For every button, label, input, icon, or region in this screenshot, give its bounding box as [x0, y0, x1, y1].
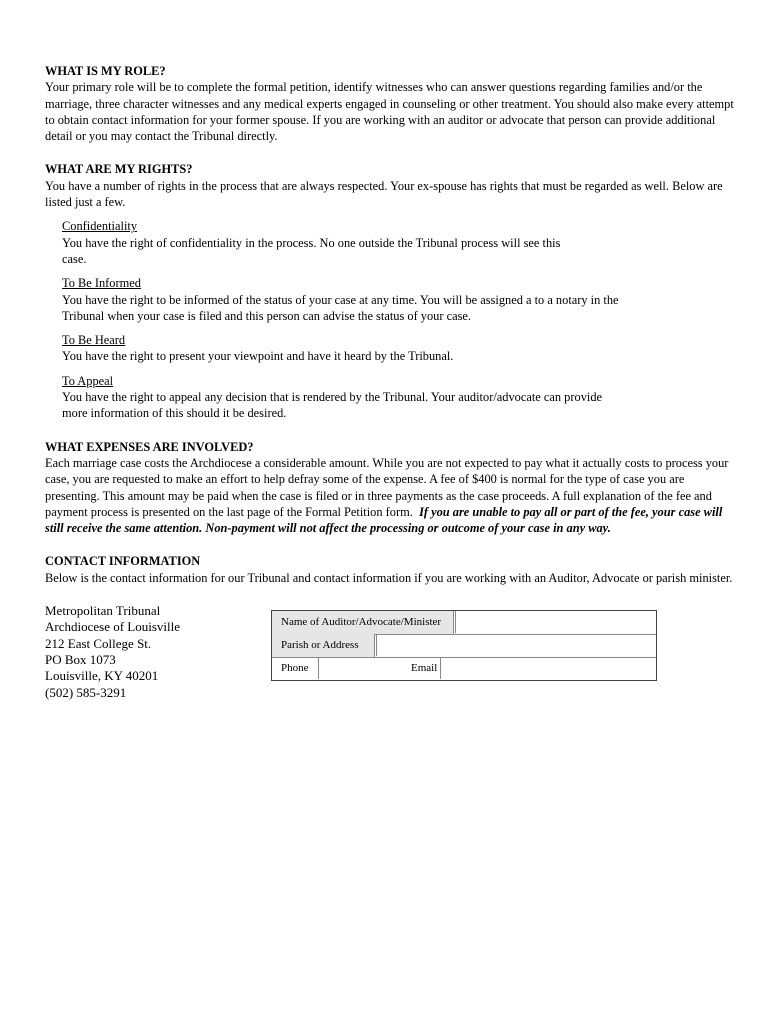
- right-to-be-informed: [45, 275, 735, 324]
- right-text: You have the right to present your viewpoint and have it heard by the Tribunal.: [62, 349, 454, 364]
- right-text: You have the right of confidentiality in the process. No one outside the Tribunal process will see this case.: [62, 235, 561, 266]
- right-to-be-heard: [45, 332, 735, 365]
- address-line: 212 East College St.: [45, 635, 152, 651]
- right-title: To Be Informed: [62, 276, 141, 291]
- right-confidentiality: [45, 218, 735, 267]
- address-line: PO Box 1073: [45, 651, 116, 667]
- right-title: Confidentiality: [62, 219, 138, 234]
- phone-field[interactable]: [318, 657, 409, 679]
- right-title: To Appeal: [62, 373, 114, 388]
- name-label: Name of Auditor/Advocate/Minister: [272, 611, 454, 634]
- rights-section: [45, 161, 735, 421]
- right-title: To Be Heard: [62, 333, 126, 348]
- contact-heading: CONTACT INFORMATION: [45, 554, 201, 569]
- rights-heading: WHAT ARE MY RIGHTS?: [45, 162, 193, 177]
- auditor-contact-form: [271, 610, 657, 681]
- expenses-heading: WHAT EXPENSES ARE INVOLVED?: [45, 439, 254, 454]
- expenses-body: Each marriage case costs the Archdiocese a considerable amount. While you are not expected to pay what it actually costs to process your case, you are requested to make an effort to help defray some of the expense. A fee of $400 is normal for the type of case you are presenting. This amount may be paid when the case is filed or in three payments as the case proceeds. A full explanation of the fee and payment process is presented on the last page of the Formal Petition form.: [45, 455, 729, 519]
- phone-label: Phone: [281, 662, 309, 675]
- form-row-name: [272, 611, 656, 635]
- role-text: Your primary role will be to complete the formal petition, identify witnesses who can answer questions regarding families and/or the marriage, three character witnesses and any medical experts engaged in counseling or other treatment. You should also make every attempt to obtain contact information for your former spouse. If you are working with an auditor or advocate that person can provide additional detail or you may contact the Tribunal directly.: [45, 80, 734, 144]
- expenses-emphasis: If you are unable to pay all or part of the fee, your case will still receive the same attention. Non-payment will not affect the processing or outcome of your case in any way.: [45, 504, 723, 536]
- contact-details: [45, 603, 735, 723]
- parish-label: Parish or Address: [272, 634, 375, 657]
- expenses-text: [45, 455, 735, 536]
- rights-intro: You have a number of rights in the process that are always respected. Your ex-spouse has rights that must be regarded as well. Below are listed just a few.: [45, 178, 723, 210]
- email-label: Email: [411, 662, 438, 675]
- document-page: [45, 63, 735, 723]
- name-field[interactable]: [455, 611, 656, 633]
- contact-section: [45, 553, 735, 723]
- tribunal-address: [45, 603, 180, 701]
- role-heading: WHAT IS MY ROLE?: [45, 64, 166, 78]
- parish-field[interactable]: [376, 634, 656, 656]
- expenses-section: [45, 439, 735, 537]
- contact-text: Below is the contact information for our Tribunal and contact information if you are working with an Auditor, Advocate or parish minister.: [45, 570, 733, 585]
- email-field[interactable]: [440, 657, 656, 679]
- form-row-parish: [272, 634, 656, 658]
- right-to-appeal: [45, 373, 735, 422]
- address-line: (502) 585-3291: [45, 684, 127, 700]
- address-line: Metropolitan Tribunal: [45, 603, 161, 619]
- form-row-phone-email: [272, 657, 656, 680]
- role-section: [45, 63, 735, 144]
- right-text: You have the right to appeal any decision that is rendered by the Tribunal. Your auditor/advocate can provide more information of this should it be desired.: [62, 390, 603, 421]
- address-line: Archdiocese of Louisville: [45, 619, 181, 635]
- address-line: Louisville, KY 40201: [45, 668, 159, 684]
- right-text: You have the right to be informed of the status of your case at any time. You will be assigned a to a notary in the Tribunal when your case is filed and this person can advise the status of your case.: [62, 292, 619, 323]
